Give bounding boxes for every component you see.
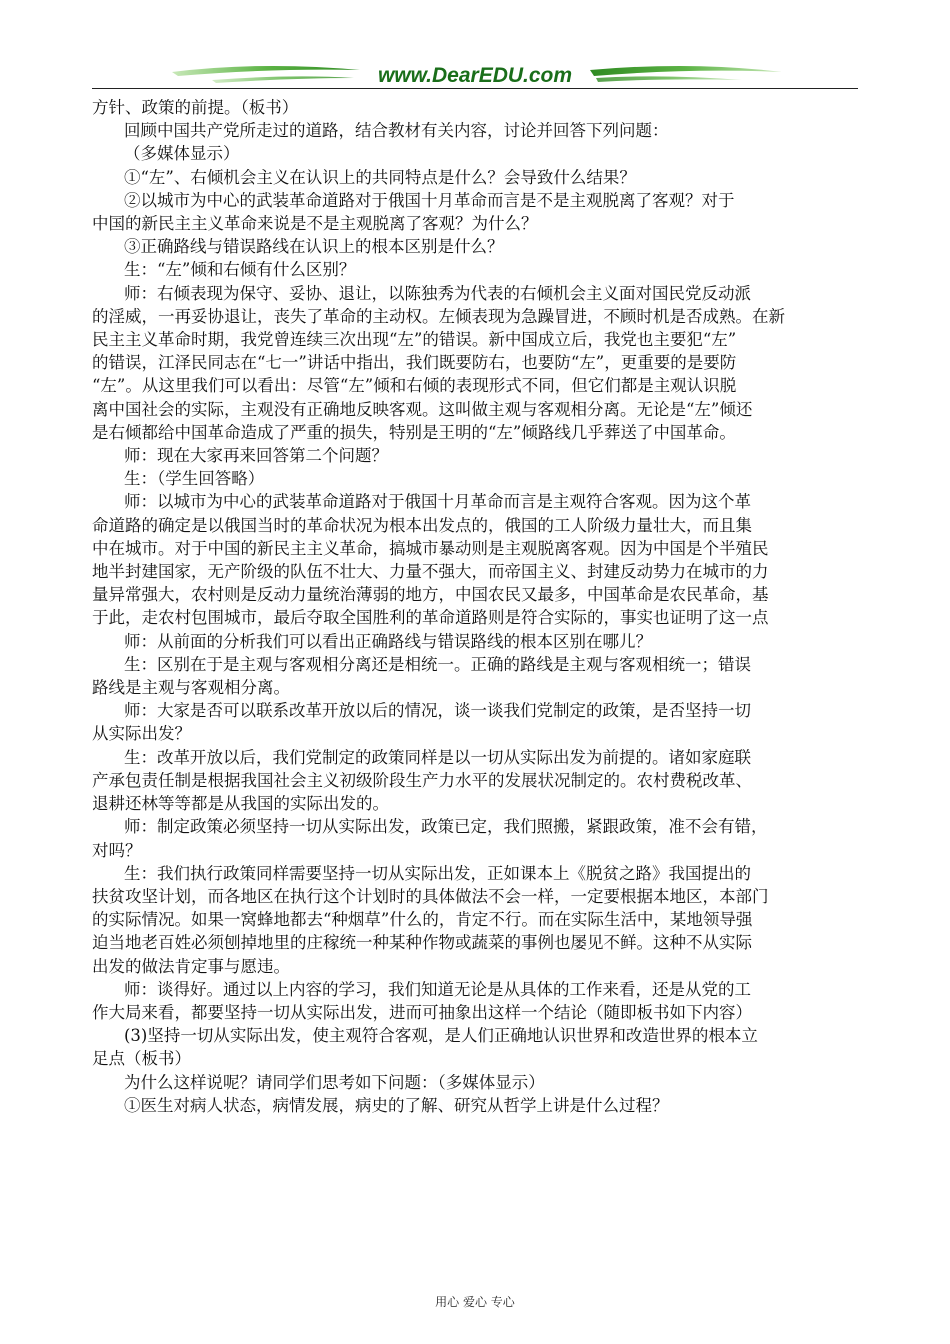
text-line: 生：（学生回答略） [124,469,265,489]
text-line: 生：改革开放以后，我们党制定的政策同样是以一切从实际出发为前提的。诸如家庭联 [124,747,751,767]
text-line: ②以城市为中心的武装革命道路对于俄国十月革命而言是不是主观脱离了客观？对于 [124,190,735,210]
right-swoosh [590,66,782,76]
text-line: ①医生对病人状态，病情发展，病史的了解、研究从哲学上讲是什么过程？ [124,1095,669,1115]
text-line: (3)坚持一切从实际出发，使主观符合客观，是人们正确地认识世界和改造世界的根本立 [124,1026,758,1046]
text-line: ③正确路线与错误路线在认识上的根本区别是什么？ [124,237,504,257]
text-line: 出发的做法肯定事与愿违。 [92,956,290,976]
text-line: ①“左”、右倾机会主义在认识上的共同特点是什么？会导致什么结果？ [124,167,636,187]
text-line: 师：制定政策必须坚持一切从实际出发，政策已定，我们照搬，紧跟政策，准不会有错， [124,817,768,837]
text-line: 对吗？ [92,840,142,860]
text-line: 扶贫攻坚计划，而各地区在执行这个计划时的具体做法不会一样，一定要根据本地区，本部门 [92,886,769,906]
swoosh-logo-icon [92,58,858,92]
text-line: 回顾中国共产党所走过的道路，结合教材有关内容，讨论并回答下列问题： [124,121,669,141]
text-line: 方针、政策的前提。（板书） [92,98,299,117]
text-line: （多媒体显示） [124,144,240,164]
text-line: 于此，走农村包围城市，最后夺取全国胜利的革命道路则是符合实际的，事实也证明了这一点 [92,608,769,628]
text-line: 的错误，江泽民同志在“七一”讲话中指出，我们既要防右，也要防“左”，更重要的是要防 [92,353,737,373]
text-line: 中国的新民主主义革命来说是不是主观脱离了客观？为什么？ [92,214,538,234]
text-line: 是右倾都给中国革命造成了严重的损失，特别是王明的“左”倾路线几乎葬送了中国革命。 [92,422,736,442]
text-line: 产承包责任制是根据我国社会主义初级阶段生产力水平的发展状况制定的。农村费税改革、 [92,770,752,790]
text-line: 民主主义革命时期，我党曾连续三次出现“左”的错误。新中国成立后，我党也主要犯“左” [92,330,737,350]
text-line: 师：谈得好。通过以上内容的学习，我们知道无论是从具体的工作来看，还是从党的工 [124,979,751,999]
text-line: “左”。从这里我们可以看出：尽管“左”倾和右倾的表现形式不同，但它们都是主观认识脱 [92,376,737,396]
text-line: 师：从前面的分析我们可以看出正确路线与错误路线的根本区别在哪儿？ [124,631,652,651]
text-line: 量异常强大，农村则是反动力量统治薄弱的地方，中国农民又最多，中国革命是农民革命，基 [92,585,769,605]
text-line: 迫当地老百姓必须刨掉地里的庄稼统一种某种作物或蔬菜的事例也屡见不鲜。这种不从实际 [92,933,752,953]
text-line: 师：现在大家再来回答第二个问题？ [124,446,388,466]
text-line: 从实际出发？ [92,724,191,744]
header-divider [92,88,858,89]
text-line: 生：区别在于是主观与客观相分离还是相统一。正确的路线是主观与客观相统一；错误 [124,654,751,674]
text-line: 师：右倾表现为保守、妥协、退让，以陈独秀为代表的右倾机会主义面对国民党反动派 [124,283,751,303]
page-footer: 用心 爱心 专心 [435,1295,515,1309]
text-line: 退耕还林等等都是从我国的实际出发的。 [92,794,389,814]
right-swoosh-tail [596,76,742,82]
text-line: 生：我们执行政策同样需要坚持一切从实际出发，正如课本上《脱贫之路》我国提出的 [124,863,751,883]
text-line: 的实际情况。如果一窝蜂地都去“种烟草”什么的，肯定不行。而在实际生活中，某地领导强 [92,910,753,930]
text-line: 的淫威，一再妥协退让，丧失了革命的主动权。左倾表现为急躁冒进，不顾时机是否成熟。在新 [92,306,785,326]
text-line: 师：以城市为中心的武装革命道路对于俄国十月革命而言是主观符合客观。因为这个革 [124,492,751,512]
text-line: 生：“左”倾和右倾有什么区别？ [124,260,356,280]
document-body [92,96,858,1117]
text-line: 作大局来看，都要坚持一切从实际出发，进而可抽象出这样一个结论（随即板书如下内容） [92,1002,752,1022]
text-line: 离中国社会的实际，主观没有正确地反映客观。这叫做主观与客观相分离。无论是“左”倾还 [92,399,753,419]
site-banner [92,58,858,92]
text-line: 路线是主观与客观相分离。 [92,678,290,698]
text-line: 中在城市。对于中国的新民主主义革命，搞城市暴动则是主观脱离客观。因为中国是个半殖民 [92,538,769,558]
text-line: 地半封建国家，无产阶级的队伍不壮大、力量不强大，而帝国主义、封建反动势力在城市的力 [92,562,769,582]
text-line: 为什么这样说呢？请同学们思考如下问题：（多媒体显示） [124,1072,545,1092]
left-swoosh-tail [212,76,354,83]
text-line: 足点（板书） [92,1049,191,1069]
text-line: 师：大家是否可以联系改革开放以后的情况，谈一谈我们党制定的政策，是否坚持一切 [124,701,751,721]
site-name: www.DearEDU.com [377,64,573,87]
text-line: 命道路的确定是以俄国当时的革命状况为根本出发点的，俄国的工人阶级力量壮大，而且集 [92,515,752,535]
left-swoosh [172,66,360,76]
